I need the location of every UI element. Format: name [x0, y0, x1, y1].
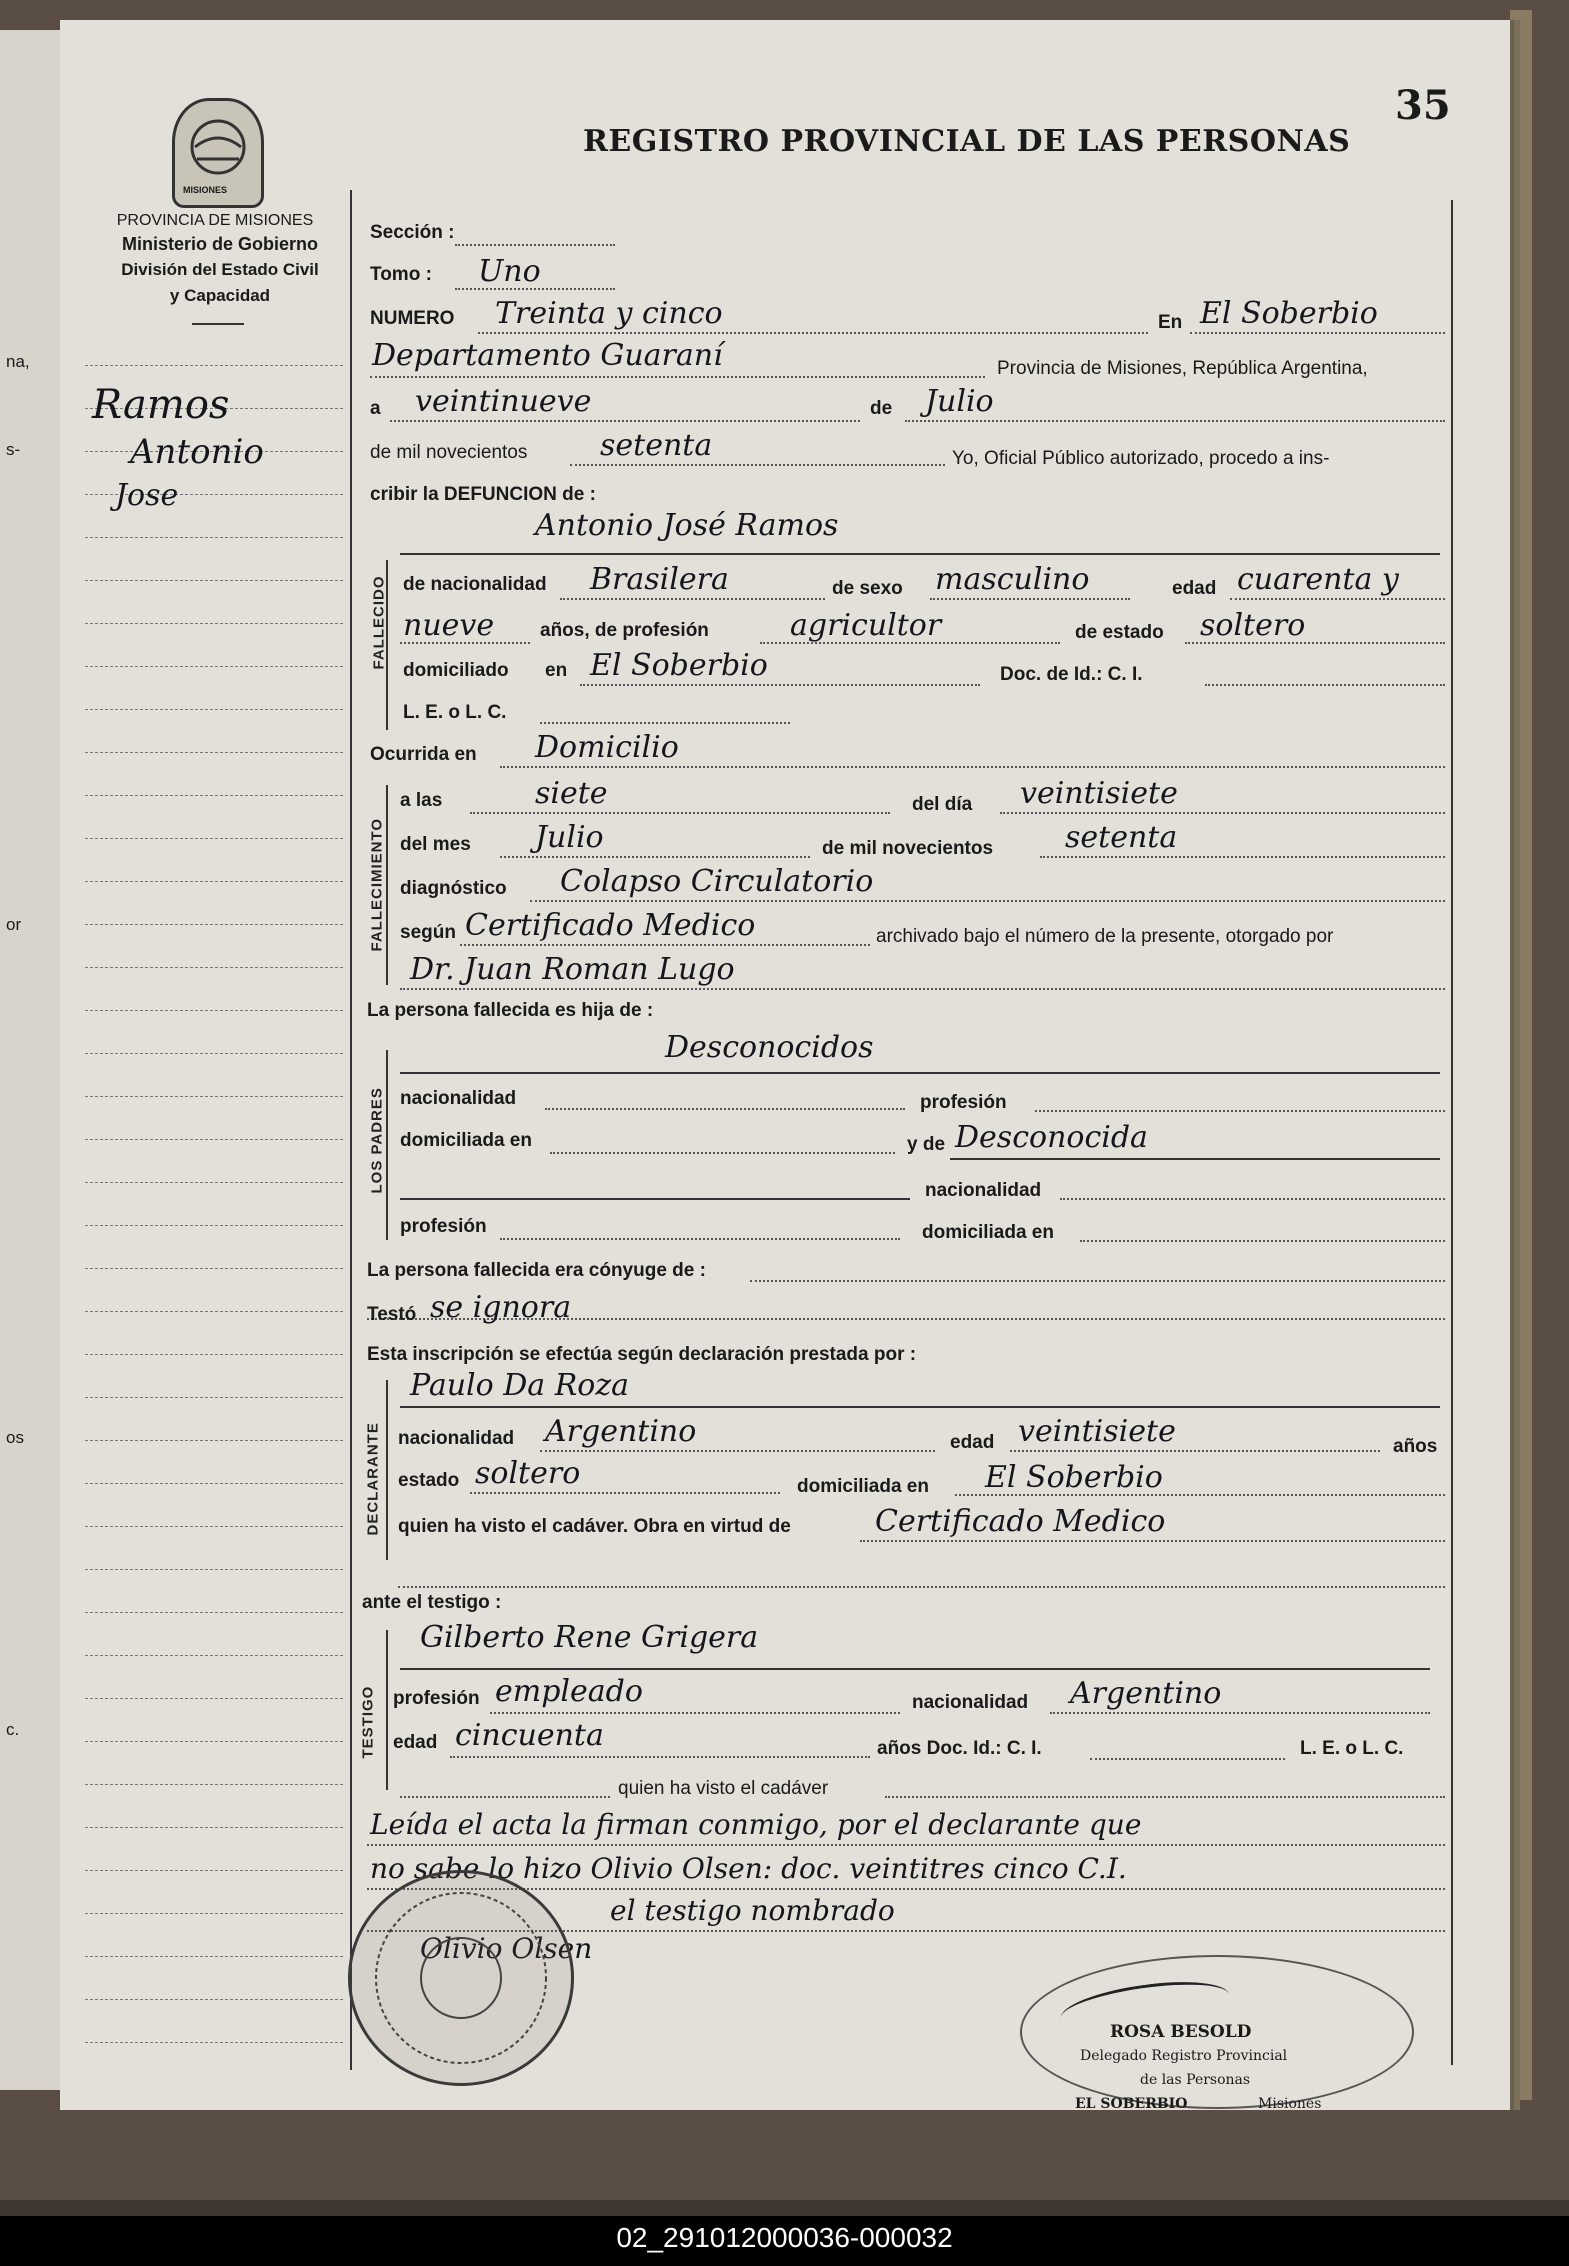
label-domiciliada-en-3: domiciliada en — [797, 1476, 929, 1497]
value-tomo: Uno — [478, 254, 541, 289]
margin-rule-line — [85, 1655, 343, 1656]
value-de: Julio — [925, 384, 994, 419]
line — [1185, 642, 1445, 644]
line — [455, 244, 615, 246]
line — [950, 1158, 1440, 1160]
label-en-2: en — [545, 660, 568, 681]
label-anos-doc: años Doc. Id.: C. I. — [877, 1738, 1042, 1759]
label-sexo: de sexo — [832, 578, 903, 599]
margin-rule-line — [85, 1010, 343, 1011]
value-de-mil-2: setenta — [1065, 820, 1178, 855]
divider — [192, 323, 244, 325]
value-testigo: Gilberto Rene Grigera — [420, 1620, 759, 1655]
line — [540, 1450, 935, 1452]
label-numero: NUMERO — [370, 308, 455, 329]
line — [930, 598, 1130, 600]
office-line-1: PROVINCIA DE MISIONES — [116, 212, 314, 229]
value-declarante: Paulo Da Roza — [410, 1368, 630, 1403]
page-number: 35 — [1395, 82, 1451, 129]
section-bracket — [386, 1630, 388, 1790]
margin-rule-line — [85, 881, 343, 882]
margin-rule-line — [85, 2042, 343, 2043]
value-obra: Certificado Medico — [875, 1504, 1166, 1539]
label-diagnostico: diagnóstico — [400, 878, 507, 899]
label-edad-3: edad — [393, 1732, 438, 1753]
margin-rule-line — [85, 1182, 343, 1183]
line — [570, 464, 945, 466]
label-de-mil: de mil novecientos — [370, 442, 528, 463]
value-a-las: siete — [535, 776, 608, 811]
office-line-2: Ministerio de Gobierno — [121, 234, 318, 254]
left-page-edge — [0, 30, 60, 2090]
stamp-line-3: de las Personas — [1140, 2072, 1251, 2088]
note-line-1: Leída el acta la firman conmigo, por el declarante que — [370, 1808, 1142, 1841]
value-del-dia: veintisiete — [1020, 776, 1178, 811]
value-madre: Desconocida — [955, 1120, 1148, 1155]
margin-rule-line — [85, 1311, 343, 1312]
section-label-fallecimiento: FALLECIMIENTO — [368, 817, 386, 952]
line — [390, 420, 860, 422]
value-test-profesion: empleado — [495, 1674, 643, 1709]
line — [460, 944, 870, 946]
label-quien-visto: quien ha visto el cadáver. Obra en virtud de — [398, 1516, 791, 1537]
label-profesion-3: profesión — [393, 1688, 480, 1709]
right-border — [1451, 200, 1453, 2065]
office-line-3: División del Estado Civil — [121, 260, 319, 279]
line — [1050, 1712, 1430, 1714]
line — [400, 988, 1445, 990]
margin-rule-line — [85, 752, 343, 753]
line — [860, 1540, 1445, 1542]
margin-rule-line — [85, 1612, 343, 1613]
label-profesion-2: profesión — [400, 1216, 487, 1237]
margin-rule-line — [85, 1053, 343, 1054]
margin-rule-line — [85, 1268, 343, 1269]
stamp-line-4: EL SOBERBIO — [1075, 2096, 1188, 2112]
line — [550, 1152, 895, 1154]
stamp-line-2: Delegado Registro Provincial — [1080, 2048, 1288, 2064]
label-edad-2: edad — [950, 1432, 995, 1453]
value-nacionalidad: Brasilera — [590, 562, 729, 597]
value-decl-estado: soltero — [475, 1456, 581, 1491]
label-seccion: Sección : — [370, 222, 455, 243]
value-diagnostico: Colapso Circulatorio — [560, 864, 874, 899]
value-a: veintinueve — [415, 384, 592, 419]
line — [400, 1198, 910, 1200]
margin-rule-line — [85, 623, 343, 624]
label-le-lc: L. E. o L. C. — [403, 702, 507, 723]
label-ocurrida: Ocurrida en — [370, 744, 477, 765]
line — [885, 1796, 1445, 1798]
value-test-nacionalidad: Argentino — [1070, 1676, 1222, 1711]
label-profesion: profesión — [920, 1092, 1007, 1113]
line — [560, 598, 825, 600]
line — [400, 642, 530, 644]
label-provincia: Provincia de Misiones, República Argentina, — [997, 358, 1368, 379]
line — [500, 1238, 900, 1240]
margin-rule-line — [85, 1913, 343, 1914]
margin-rule-line — [85, 1526, 343, 1527]
line — [450, 1756, 870, 1758]
label-testo: Testó — [367, 1304, 417, 1325]
line — [478, 332, 1148, 334]
margin-rule-line — [85, 1397, 343, 1398]
line — [530, 900, 1445, 902]
left-fragment: os — [6, 1428, 24, 1447]
label-nacionalidad: de nacionalidad — [403, 574, 547, 595]
label-hija: La persona fallecida es hija de : — [367, 1000, 654, 1021]
left-fragment: or — [6, 915, 22, 934]
line — [400, 1796, 610, 1798]
margin-rule-line — [85, 1096, 343, 1097]
emblem-label: MISIONES — [183, 185, 228, 195]
line — [1035, 1110, 1445, 1112]
label-le-lc-2: L. E. o L. C. — [1300, 1738, 1404, 1759]
section-bracket — [386, 785, 388, 985]
line — [955, 1494, 1445, 1496]
margin-rule-line — [85, 580, 343, 581]
margin-rule-line — [85, 1999, 343, 2000]
margin-rule-line — [85, 838, 343, 839]
page-edge — [1510, 10, 1532, 2100]
value-departamento: Departamento Guaraní — [372, 338, 723, 373]
label-yo: Yo, Oficial Público autorizado, procedo a ins- — [952, 448, 1330, 469]
line — [1080, 1240, 1445, 1242]
line — [1090, 1758, 1285, 1760]
label-conyuge: La persona fallecida era cónyuge de : — [367, 1260, 706, 1281]
label-nacionalidad-2: nacionalidad — [400, 1088, 517, 1109]
label-a-las: a las — [400, 790, 443, 811]
label-quien-visto-2: quien ha visto el cadáver — [618, 1778, 829, 1799]
label-cribir: cribir la DEFUNCION de : — [370, 484, 596, 505]
page-title: REGISTRO PROVINCIAL DE LAS PERSONAS — [583, 124, 1351, 159]
label-anos: años — [1393, 1436, 1438, 1457]
line — [367, 1844, 1445, 1846]
line — [500, 766, 1445, 768]
value-estado: soltero — [1200, 608, 1306, 643]
label-domiciliada-en-2: domiciliada en — [922, 1222, 1054, 1243]
label-estado: estado — [398, 1470, 460, 1491]
value-numero: Treinta y cinco — [495, 296, 723, 331]
line — [1040, 856, 1445, 858]
margin-rule-line — [85, 967, 343, 968]
value-otorgado: Dr. Juan Roman Lugo — [410, 952, 735, 987]
margin-name-2: Jose — [115, 478, 179, 513]
left-fragment: c. — [6, 1720, 20, 1739]
line — [1190, 332, 1445, 334]
margin-rule-line — [85, 1483, 343, 1484]
line — [400, 1668, 1430, 1670]
line — [750, 1280, 1445, 1282]
line — [540, 722, 790, 724]
value-test-edad: cincuenta — [455, 1718, 604, 1753]
label-de: de — [870, 398, 893, 419]
label-nacionalidad-4: nacionalidad — [398, 1428, 515, 1449]
margin-rule-line — [85, 795, 343, 796]
value-decl-edad: veintisiete — [1018, 1414, 1176, 1449]
label-domiciliada-en: domiciliada en — [400, 1130, 532, 1151]
margin-rule-line — [85, 1784, 343, 1785]
line — [490, 1712, 900, 1714]
line — [1060, 1198, 1445, 1200]
label-anos-profesion: años, de profesión — [540, 620, 709, 641]
stamp-name: ROSA BESOLD — [1110, 2022, 1252, 2042]
label-nacionalidad-3: nacionalidad — [925, 1180, 1042, 1201]
value-decl-nacionalidad: Argentino — [545, 1414, 697, 1449]
value-de-mil: setenta — [600, 428, 713, 463]
label-edad: edad — [1172, 578, 1217, 599]
value-edad-1: cuarenta y — [1237, 562, 1399, 597]
left-fragment: s- — [6, 440, 21, 459]
value-deceased: Antonio José Ramos — [535, 508, 839, 543]
label-segun: según — [400, 922, 456, 943]
margin-rule-line — [85, 1741, 343, 1742]
margin-rule-line — [85, 1569, 343, 1570]
margin-rule-line — [85, 924, 343, 925]
label-y-de: y de — [907, 1134, 946, 1155]
label-archivado: archivado bajo el número de la presente, otorgado por — [876, 926, 1334, 947]
value-profesion: agricultor — [790, 608, 942, 643]
margin-rule-line — [85, 1139, 343, 1140]
margin-rule-line — [85, 1870, 343, 1871]
label-doc: Doc. de Id.: C. I. — [1000, 664, 1143, 685]
signature: Olivio Olsen — [420, 1932, 593, 1965]
label-de-estado: de estado — [1075, 622, 1164, 643]
line — [455, 288, 615, 290]
label-tomo: Tomo : — [370, 264, 432, 285]
line — [398, 1586, 1445, 1588]
margin-rule-line — [85, 666, 343, 667]
note-line-2: no sabe lo hizo Olivio Olsen: doc. veintitres cinco C.I. — [370, 1852, 1127, 1885]
value-ocurrida: Domicilio — [535, 730, 679, 765]
margin-rule-line — [85, 709, 343, 710]
margin-rule-line — [85, 1698, 343, 1699]
value-edad-2: nueve — [403, 608, 495, 643]
line — [1230, 598, 1445, 600]
label-a: a — [370, 398, 381, 419]
line — [500, 856, 810, 858]
left-fragment: na, — [6, 352, 30, 371]
seal-stamp-icon — [348, 1870, 574, 2086]
margin-rule-line — [85, 1440, 343, 1441]
value-decl-domicilio: El Soberbio — [985, 1460, 1163, 1495]
section-bracket — [386, 1050, 388, 1240]
note-line-3: el testigo nombrado — [610, 1894, 895, 1927]
line — [400, 1406, 1440, 1408]
value-del-mes: Julio — [535, 820, 604, 855]
label-de-mil-2: de mil novecientos — [822, 838, 994, 859]
label-ante: ante el testigo : — [362, 1592, 502, 1613]
line — [1205, 684, 1445, 686]
value-en: El Soberbio — [1200, 296, 1378, 331]
value-testo: se ignora — [430, 1290, 572, 1325]
label-inscripcion: Esta inscripción se efectúa según declaración prestada por : — [367, 1344, 917, 1365]
line — [370, 376, 985, 378]
image-caption: 02_291012000036-000032 — [616, 2222, 953, 2253]
line — [545, 1108, 905, 1110]
line — [400, 553, 1440, 555]
line — [1010, 1450, 1380, 1452]
margin-rule-line — [85, 1354, 343, 1355]
line — [400, 1072, 1440, 1074]
section-label-padres: LOS PADRES — [368, 1087, 386, 1194]
margin-surname: Ramos — [92, 382, 230, 428]
section-label-fallecido: FALLECIDO — [370, 575, 388, 670]
section-label-declarante: DECLARANTE — [364, 1422, 382, 1536]
label-en: En — [1158, 312, 1183, 333]
margin-name-1: Antonio — [130, 432, 264, 472]
value-segun: Certificado Medico — [465, 908, 756, 943]
line — [760, 642, 1060, 644]
margin-rule-line — [85, 1225, 343, 1226]
section-bracket — [386, 1380, 388, 1560]
label-del-dia: del día — [912, 794, 973, 815]
value-domicilio: El Soberbio — [590, 648, 768, 683]
margin-rule-line — [85, 365, 343, 366]
line — [905, 420, 1445, 422]
office-line-4: y Capacidad — [169, 286, 271, 305]
line — [580, 684, 980, 686]
margin-rule-line — [85, 1956, 343, 1957]
stamp-line-5: Misiones — [1258, 2096, 1322, 2112]
value-padre: Desconocidos — [665, 1030, 874, 1065]
line — [1000, 812, 1445, 814]
line — [470, 812, 890, 814]
margin-rule-line — [85, 537, 343, 538]
section-bracket — [386, 560, 388, 730]
margin-divider — [350, 190, 352, 2070]
line — [470, 1492, 780, 1494]
label-del-mes: del mes — [400, 834, 471, 855]
section-label-testigo: TESTIGO — [359, 1685, 377, 1759]
margin-rule-line — [85, 1827, 343, 1828]
label-domiciliado: domiciliado — [403, 660, 509, 681]
label-nacionalidad-5: nacionalidad — [912, 1692, 1029, 1713]
value-sexo: masculino — [935, 562, 1090, 597]
